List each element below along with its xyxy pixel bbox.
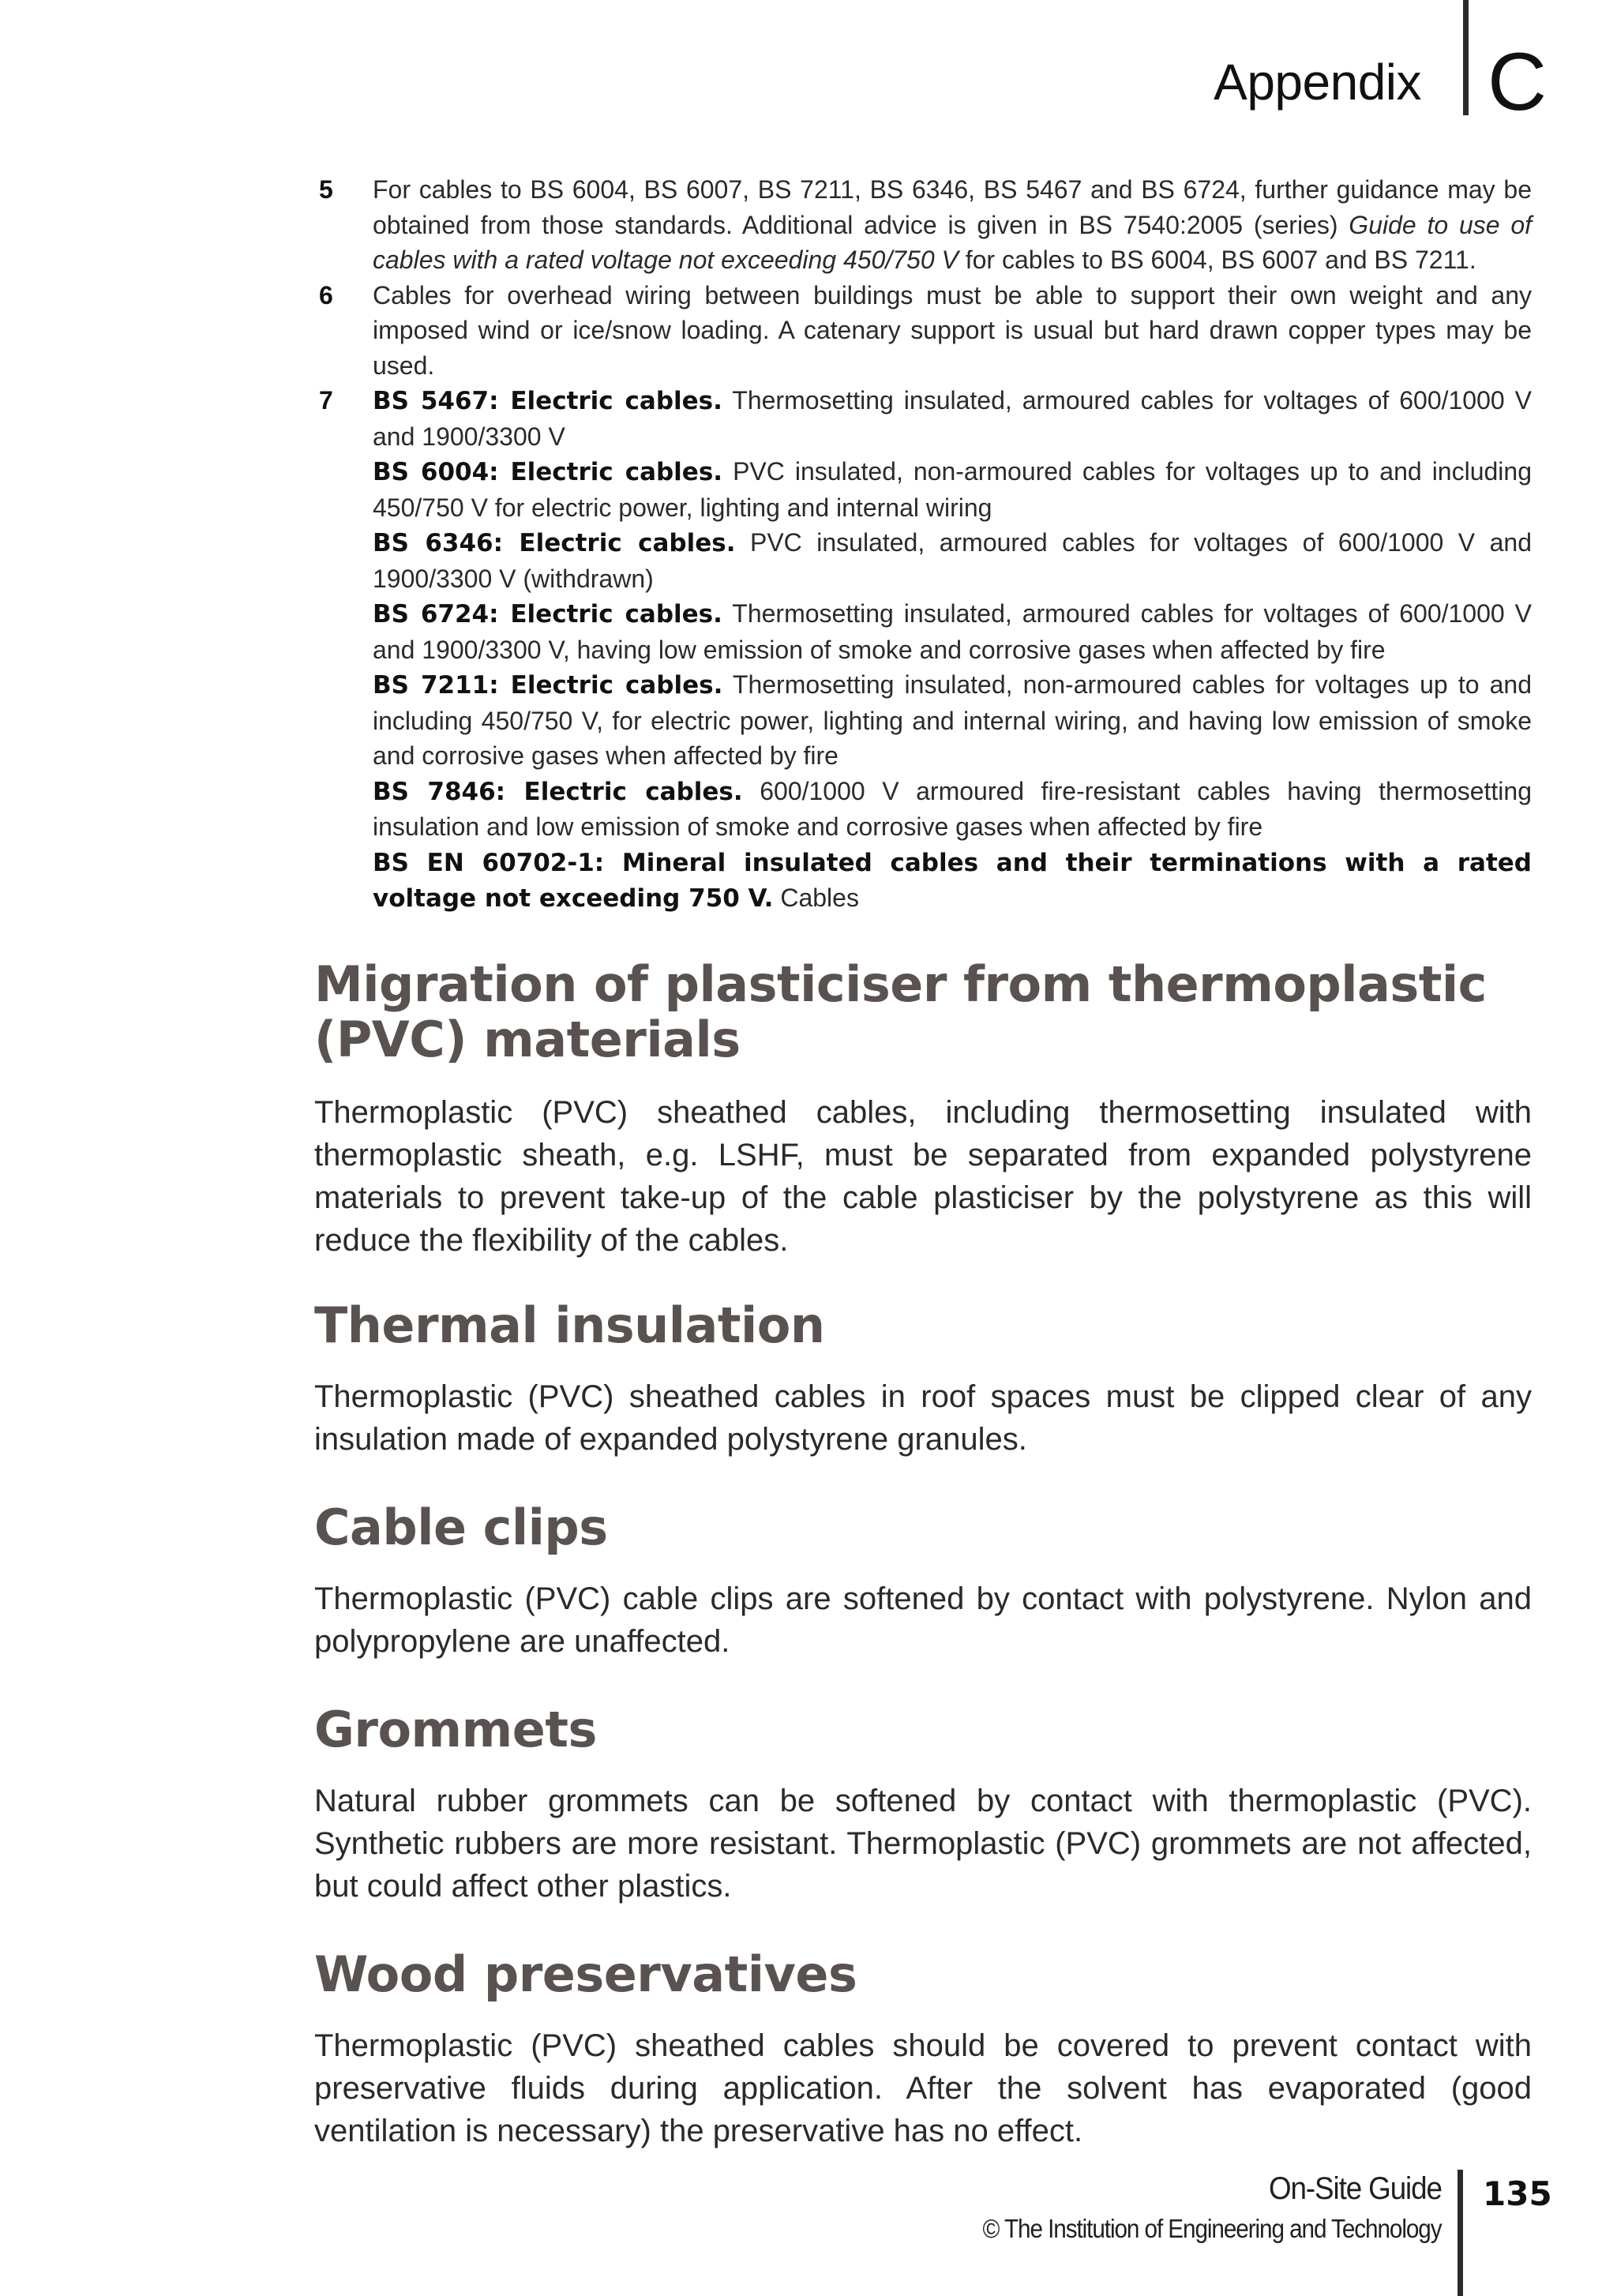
standard-title: BS 6346: Electric cables. [373,529,736,557]
standard-entry [373,383,1532,454]
standard-description: Thermosetting insulated, non-armoured cables for voltages up to and including 450/750 V, for electric power, lighting and internal wiring, and having low emission of smoke and corrosive gases when affected by fire [373,670,1533,770]
standard-entry [373,774,1532,845]
standard-description: PVC insulated, armoured cables for voltages of 600/1000 V and 1900/3300 V (withdrawn) [373,528,1533,593]
header-divider [1463,0,1469,115]
section-heading: Thermal insulation [314,1296,825,1354]
standard-title: BS 6004: Electric cables. [373,458,723,486]
footer-guide-title: On-Site Guide [1269,2171,1442,2206]
section-heading: Wood preservatives [314,1945,857,2003]
standard-title: BS 7211: Electric cables. [373,671,723,700]
standard-description: Thermosetting insulated, armoured cables for voltages of 600/1000 V and 1900/3300 V, having low emission of smoke and corrosive gases when affected by fire [373,599,1532,664]
section-heading: Grommets [314,1701,597,1758]
section-grommets [314,1702,1532,1908]
note-6 [314,278,1532,384]
standard-description: 600/1000 V armoured fire-resistant cables having thermosetting insulation and low emission of smoke and corrosive gases when affected by fire [373,776,1533,841]
section-body: Thermoplastic (PVC) sheathed cables in roof spaces must be clipped clear of any insulation made of expanded polystyrene granules. [314,1379,1532,1457]
section-body: Thermoplastic (PVC) sheathed cables, including thermosetting insulated with thermoplastic sheath, e.g. LSHF, must be separated from expanded polystyrene materials to prevent take-up of the cable plasticiser by the polystyrene as this will reduce the flexibility of the cables. [314,1095,1532,1258]
section-heading: Migration of plasticiser from thermoplastic (PVC) materials [314,955,1487,1068]
standard-entry [373,525,1532,596]
note-number: 6 [319,280,333,310]
section-migration [314,957,1532,1262]
note-5 [314,172,1532,278]
standard-title: BS 6724: Electric cables. [373,600,722,628]
standard-title: BS EN 60702-1: Mineral insulated cables and their terminations with a rated voltage not exceeding 750 V. [373,848,1532,913]
notes-list [314,172,1532,917]
standard-entry [373,454,1532,525]
standard-description: Thermosetting insulated, armoured cables for voltages of 600/1000 V and 1900/3300 V [373,386,1532,451]
note-number: 5 [319,175,333,204]
section-body: Natural rubber grommets can be softened by contact with thermoplastic (PVC). Synthetic rubbers are more resistant. Thermoplastic (PVC) grommets are not affected, but could affect other plastics. [314,1784,1532,1904]
section-heading: Cable clips [314,1499,608,1556]
standard-description: Cables [773,884,859,912]
standard-entry [373,667,1532,774]
section-body: Thermoplastic (PVC) sheathed cables should be covered to prevent contact with preservative fluids during application. After the solvent has evaporated (good ventilation is necessary) the preservative has no effect. [314,2028,1532,2148]
section-body: Thermoplastic (PVC) cable clips are softened by contact with polystyrene. Nylon and polypropylene are unaffected. [314,1581,1532,1659]
appendix-letter: C [1488,36,1548,128]
note-7 [314,383,1532,917]
footer-copyright: © The Institution of Engineering and Technology [983,2214,1442,2243]
page-number: 135 [1483,2174,1552,2213]
standard-description: PVC insulated, non-armoured cables for voltages up to and including 450/750 V for electric power, lighting and internal wiring [373,457,1533,522]
standard-title: BS 5467: Electric cables. [373,387,722,415]
sections-container [314,957,1532,2152]
footer-divider [1458,2170,1463,2296]
guide-title: Guide to use of cables with a rated voltage not exceeding 450/750 V [373,210,1533,274]
standard-entry [373,845,1532,917]
note-text: Cables for overhead wiring between buildings must be able to support their own weight and any imposed wind or ice/snow loading. A catenary support is usual but hard drawn copper types may be used. [373,280,1532,380]
appendix-title: Appendix [1214,54,1421,111]
standard-entry [373,596,1532,667]
section-cable-clips [314,1500,1532,1663]
section-wood-preservatives [314,1947,1532,2152]
note-text: For cables to BS 6004, BS 6007, BS 7211, BS 6346, BS 5467 and BS 6724, further guidance may be obtained from those standards. Additional advice is given in BS 7540:2005 (series) Guide to use of cables with a rated voltage not exceeding 450/750 V for cables to BS 6004, BS 6007 and BS 7211. [373,175,1533,274]
section-thermal-insulation [314,1298,1532,1461]
standard-title: BS 7846: Electric cables. [373,777,743,806]
note-number: 7 [319,386,333,415]
